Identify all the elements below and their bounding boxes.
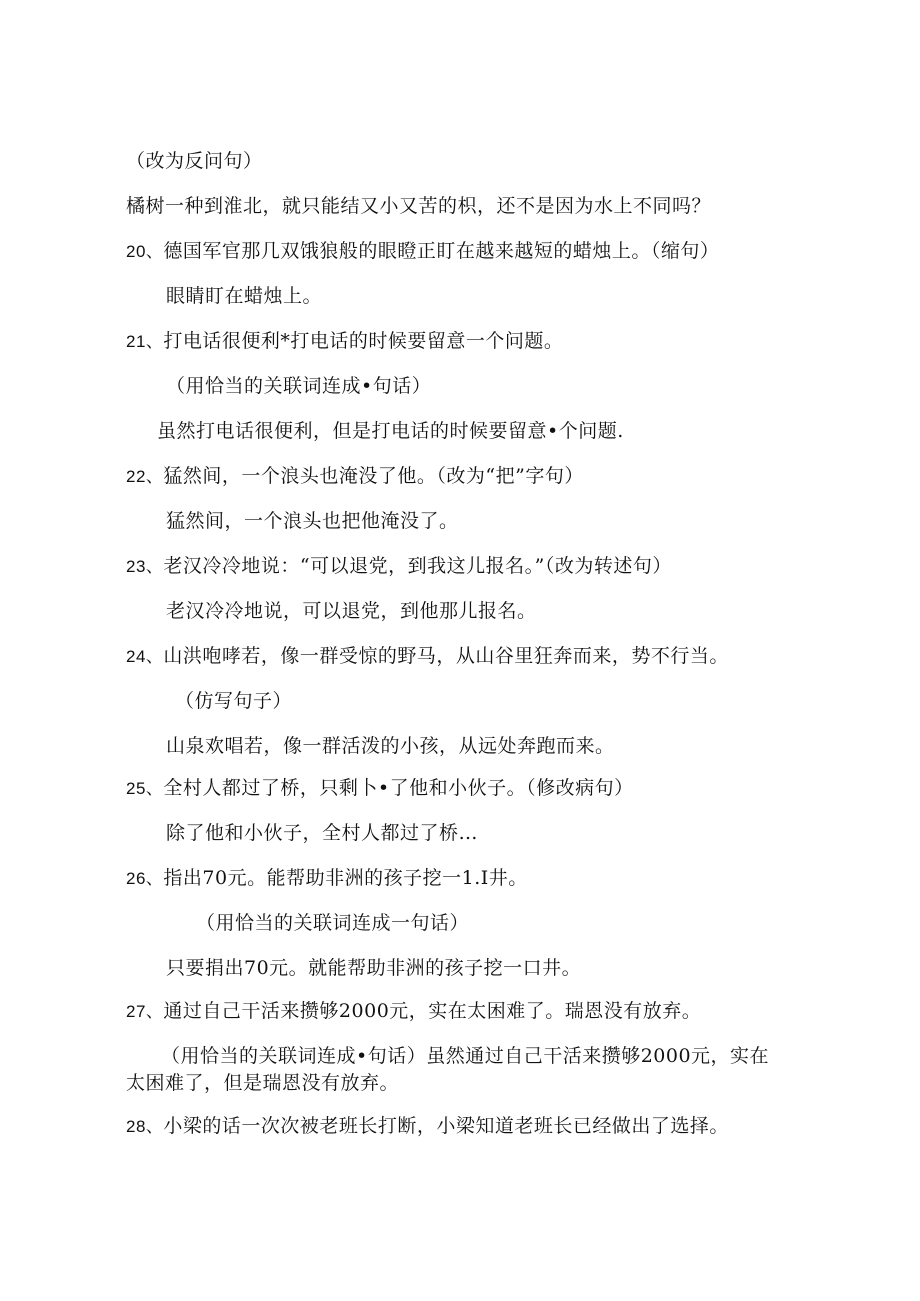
answer-line-27: （用恰当的关联词连成•句话）虽然通过自己干活来攒够2000元，实在 — [161, 1045, 770, 1067]
question-line-28: 28、小梁的话一次次被老班长打断，小梁知道老班长已经做出了选择。 — [126, 1115, 729, 1137]
question-line-20: 20、德国军官那几双饿狼般的眼瞪正盯在越来越短的蜡烛上。（缩句） — [126, 240, 720, 262]
answer-line-25: 除了他和小伙子，全村人都过了桥… — [166, 822, 479, 844]
answer-line-26: 只要捐出70元。就能帮助非洲的孩子挖一口井。 — [166, 957, 582, 979]
instruction-line: （改为反问句） — [126, 150, 263, 172]
answer-line-20: 眼睛盯在蜡烛上。 — [166, 285, 323, 307]
instruction-line-26: （用恰当的关联词连成一句话） — [196, 912, 470, 934]
answer-line-24: 山泉欢唱若，像一群活泼的小孩，从远处奔跑而来。 — [166, 735, 615, 757]
question-number: 24、 — [126, 647, 164, 666]
answer-line-23: 老汉冷冷地说，可以退党，到他那儿报名。 — [166, 600, 537, 622]
question-number: 20、 — [126, 242, 164, 261]
question-number: 26、 — [126, 869, 164, 888]
answer-line: 橘树一种到淮北，就只能结又小又苦的枳，还不是因为水上不同吗？ — [126, 195, 712, 217]
question-line-25: 25、全村人都过了桥，只剩卜•了他和小伙子。（修改病句） — [126, 777, 634, 799]
answer-line-22: 猛然间，一个浪头也把他淹没了。 — [166, 510, 459, 532]
question-line-26: 26、指出70元。能帮助非洲的孩子挖一1.I井。 — [126, 867, 528, 889]
question-number: 22、 — [126, 467, 164, 486]
question-number: 25、 — [126, 779, 164, 798]
question-line-27: 27、通过自己干活来攒够2000元，实在太困难了。瑞恩没有放弃。 — [126, 1000, 702, 1022]
question-number: 27、 — [126, 1002, 164, 1021]
question-line-23: 23、老汉冷冷地说：“可以退党，到我这儿报名。”（改为转述句） — [126, 555, 672, 577]
answer-line-27-cont: 太困难了，但是瑞恩没有放弃。 — [126, 1072, 400, 1094]
question-number: 23、 — [126, 557, 164, 576]
instruction-line-24: （仿写句子） — [175, 690, 293, 712]
question-line-24: 24、山洪咆哮若，像一群受惊的野马，从山谷里狂奔而来，势不行当。 — [126, 645, 729, 667]
instruction-line-21: （用恰当的关联词连成•句话） — [166, 375, 432, 397]
answer-line-21: 虽然打电话很便利，但是打电话的时候要留意•个问题. — [157, 420, 624, 442]
question-line-22: 22、猛然间，一个浪头也淹没了他。（改为“把”字句） — [126, 465, 584, 487]
question-number: 21、 — [126, 332, 164, 351]
question-number: 28、 — [126, 1117, 164, 1136]
question-line-21: 21、打电话很便利*打电话的时候要留意一个问题。 — [126, 330, 564, 352]
